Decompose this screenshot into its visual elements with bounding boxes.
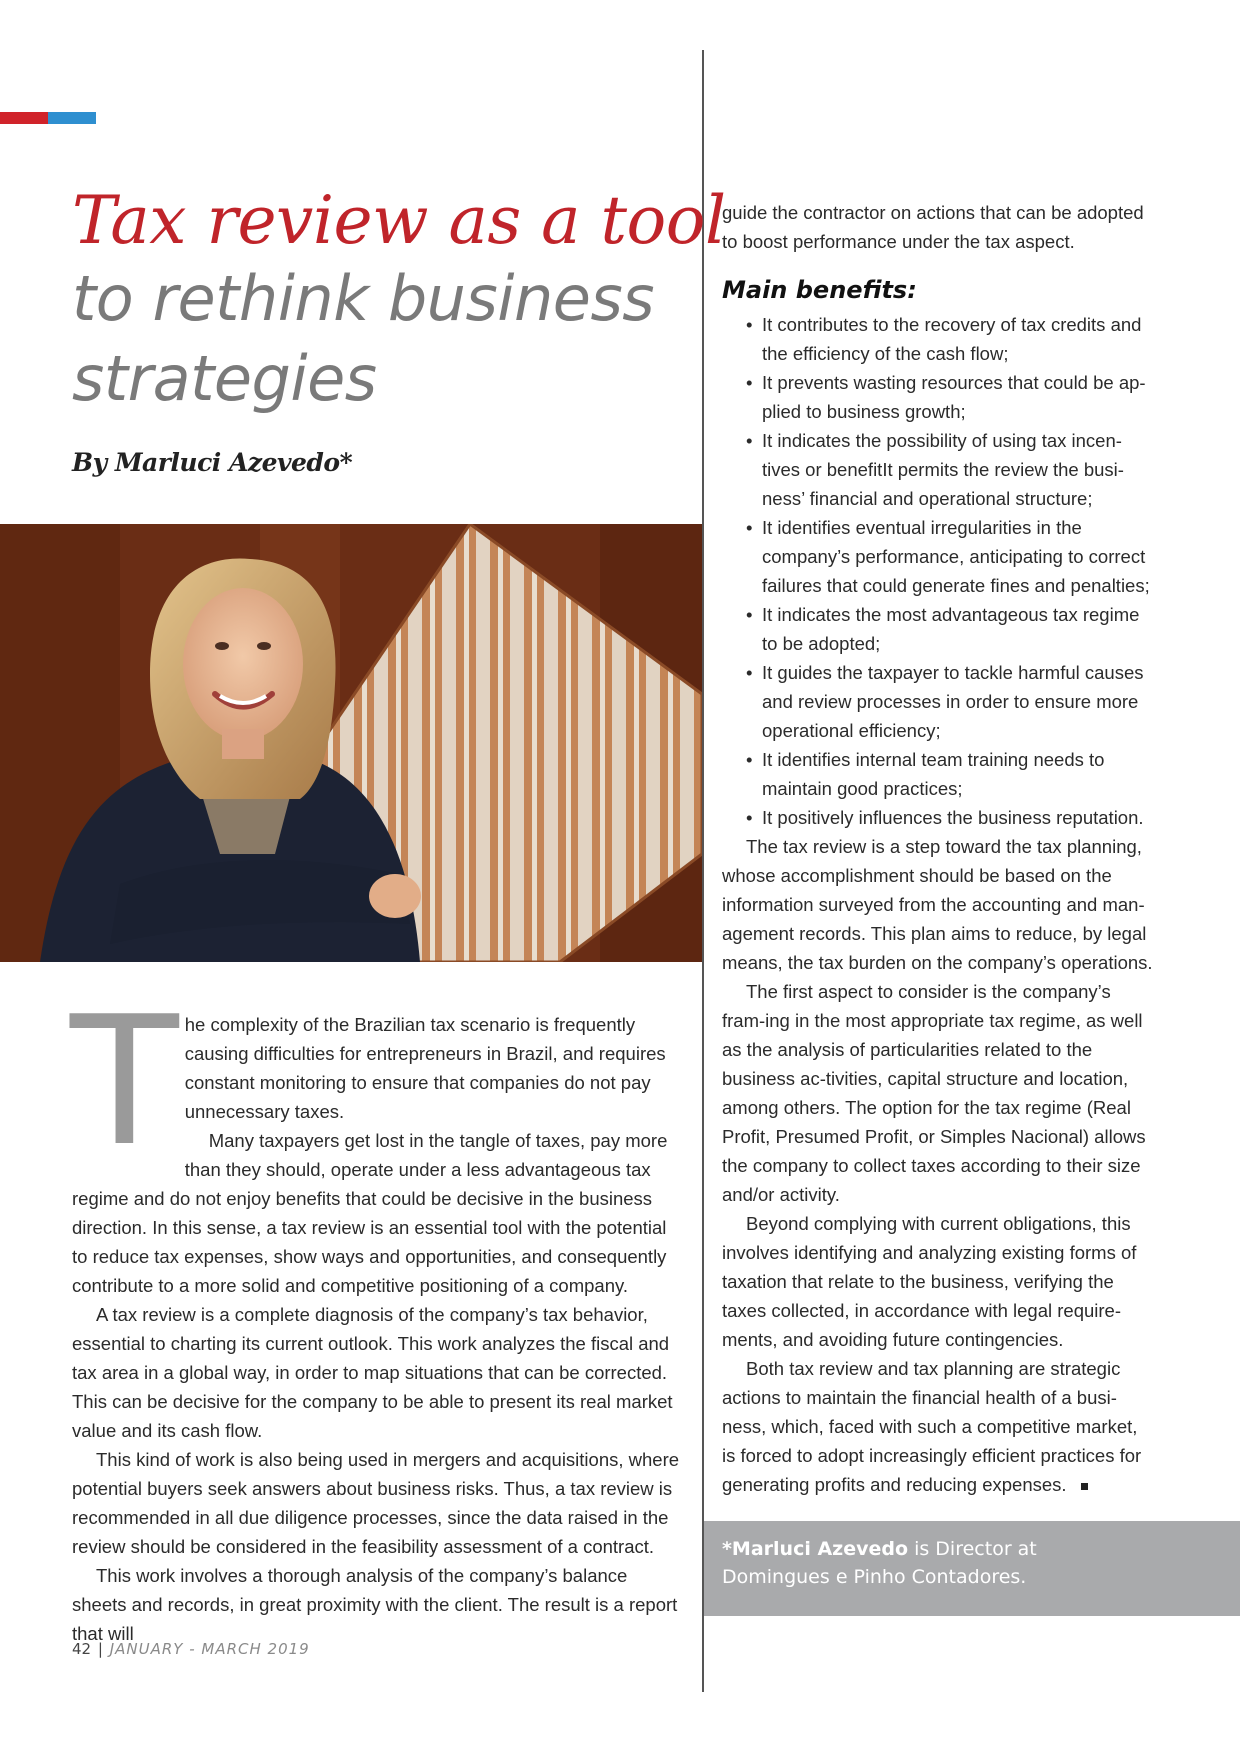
body-paragraph-4: This kind of work is also being used in mergers and acquisitions, where potential buyers seek answers about business risks. Thus, a tax review is recommended in all due diligence processes, since the data raised in the review should be considered in the feasibility assessment of a contract. xyxy=(72,1449,680,1557)
benefit-item-text: It identifies internal team training needs to maintain good practices; xyxy=(762,749,1105,799)
body-paragraph-9 xyxy=(722,1354,1154,1499)
benefit-item xyxy=(746,600,1154,658)
bullet: • xyxy=(746,604,753,625)
body-paragraph-9-text: Both tax review and tax planning are strategic actions to maintain the financial health of a busi-ness, which, faced with such a competitive market, is forced to adopt increasingly efficient practices for generating profits and reducing expenses. xyxy=(722,1358,1142,1495)
bullet: • xyxy=(746,749,753,770)
accent-bar-red xyxy=(0,112,48,124)
benefit-item-text: It identifies eventual irregularities in the company’s performance, anticipating to correct failures that could generate fines and penalties; xyxy=(762,517,1150,596)
accent-bar-blue xyxy=(48,112,96,124)
benefit-item xyxy=(746,803,1154,832)
end-of-article-square-icon xyxy=(1081,1483,1088,1490)
body-paragraph-5: This work involves a thorough analysis of the company’s balance sheets and records, in great proximity with the client. The result is a report that will xyxy=(72,1565,678,1644)
byline: By Marluci Azevedo* xyxy=(72,448,353,477)
issue-date: JANUARY - MARCH 2019 xyxy=(109,1640,310,1658)
bullet: • xyxy=(746,807,753,828)
bullet: • xyxy=(746,662,753,683)
author-photo-illustration xyxy=(0,524,702,962)
bullet: • xyxy=(746,517,753,538)
body-paragraph-3: A tax review is a complete diagnosis of the company’s tax behavior, essential to charting its current outlook. This work analyzes the fiscal and tax area in a global way, in order to map situations that can be corrected. This can be decisive for the company to be able to present its real market value and its cash flow. xyxy=(72,1304,673,1441)
bullet: • xyxy=(746,314,753,335)
benefit-item-text: It prevents wasting resources that could be ap-plied to business growth; xyxy=(762,372,1146,422)
benefit-item xyxy=(746,368,1154,426)
benefit-item-text: It guides the taxpayer to tackle harmful causes and review processes in order to ensure more operational efficiency; xyxy=(762,662,1144,741)
benefit-item-text: It indicates the most advantageous tax regime to be adopted; xyxy=(762,604,1140,654)
benefit-item-text: It positively influences the business reputation. xyxy=(762,807,1144,828)
benefits-list xyxy=(722,310,1154,832)
benefit-item xyxy=(746,426,1154,513)
author-note xyxy=(722,1535,1142,1591)
body-paragraph-6: The tax review is a step toward the tax planning, whose accomplishment should be based on the information surveyed from the accounting and man-agement records. This plan aims to reduce, by legal means, the tax burden on the company’s operations. xyxy=(722,836,1153,973)
bullet: • xyxy=(746,430,753,451)
drop-cap: T xyxy=(70,978,179,1185)
benefits-heading: Main benefits: xyxy=(722,276,917,304)
body-column-right xyxy=(722,198,1154,1499)
benefit-item-text: It contributes to the recovery of tax credits and the efficiency of the cash flow; xyxy=(762,314,1142,364)
article-title-line-2: to rethink business xyxy=(72,262,655,335)
body-paragraph-7: The first aspect to consider is the company’s fram-ing in the most appropriate tax regime, as well as the analysis of particularities related to the business ac-tivities, capital structure and location, among others. The option for the tax regime (Real Profit, Presumed Profit, or Simples Nacional) allows the company to collect taxes according to their size and/or activity. xyxy=(722,981,1146,1205)
footer-separator: | xyxy=(97,1640,103,1658)
page-number: 42 xyxy=(72,1640,92,1658)
body-column-left xyxy=(70,978,684,1648)
benefit-item xyxy=(746,310,1154,368)
bullet: • xyxy=(746,372,753,393)
body-paragraph-8: Beyond complying with current obligations, this involves identifying and analyzing existing forms of taxation that relate to the business, verifying the taxes collected, in accordance with legal require-ments, and avoiding future contingencies. xyxy=(722,1213,1137,1350)
page-footer xyxy=(72,1640,310,1658)
column-divider xyxy=(702,50,704,1692)
article-title-line-1: Tax review as a tool xyxy=(72,182,726,259)
benefit-item xyxy=(746,513,1154,600)
article-title-line-3: strategies xyxy=(72,342,377,415)
author-note-text: is Director at Domingues e Pinho Contadores. xyxy=(722,1538,1037,1588)
body-paragraph-continued: guide the contractor on actions that can be adopted to boost performance under the tax aspect. xyxy=(722,202,1144,252)
benefit-item-text: It indicates the possibility of using tax incen-tives or benefitIt permits the review the busi-ness’ financial and operational structure; xyxy=(762,430,1124,509)
body-paragraph-2: Many taxpayers get lost in the tangle of taxes, pay more than they should, operate under a less advantageous tax regime and do not enjoy benefits that could be decisive in the business direction. In this sense, a tax review is an essential tool with the potential to reduce tax expenses, show ways and opportunities, and consequently contribute to a more solid and competitive positioning of a company. xyxy=(72,1130,668,1296)
benefit-item xyxy=(746,745,1154,803)
author-photo xyxy=(0,524,702,962)
benefit-item xyxy=(746,658,1154,745)
body-paragraph-1-text: he complexity of the Brazilian tax scenario is frequently causing difficulties for entrepreneurs in Brazil, and requires constant monitoring to ensure that companies do not pay unnecessary taxes. xyxy=(184,1014,666,1122)
author-note-name: *Marluci Azevedo xyxy=(722,1538,909,1560)
body-paragraph-1 xyxy=(70,978,684,1185)
